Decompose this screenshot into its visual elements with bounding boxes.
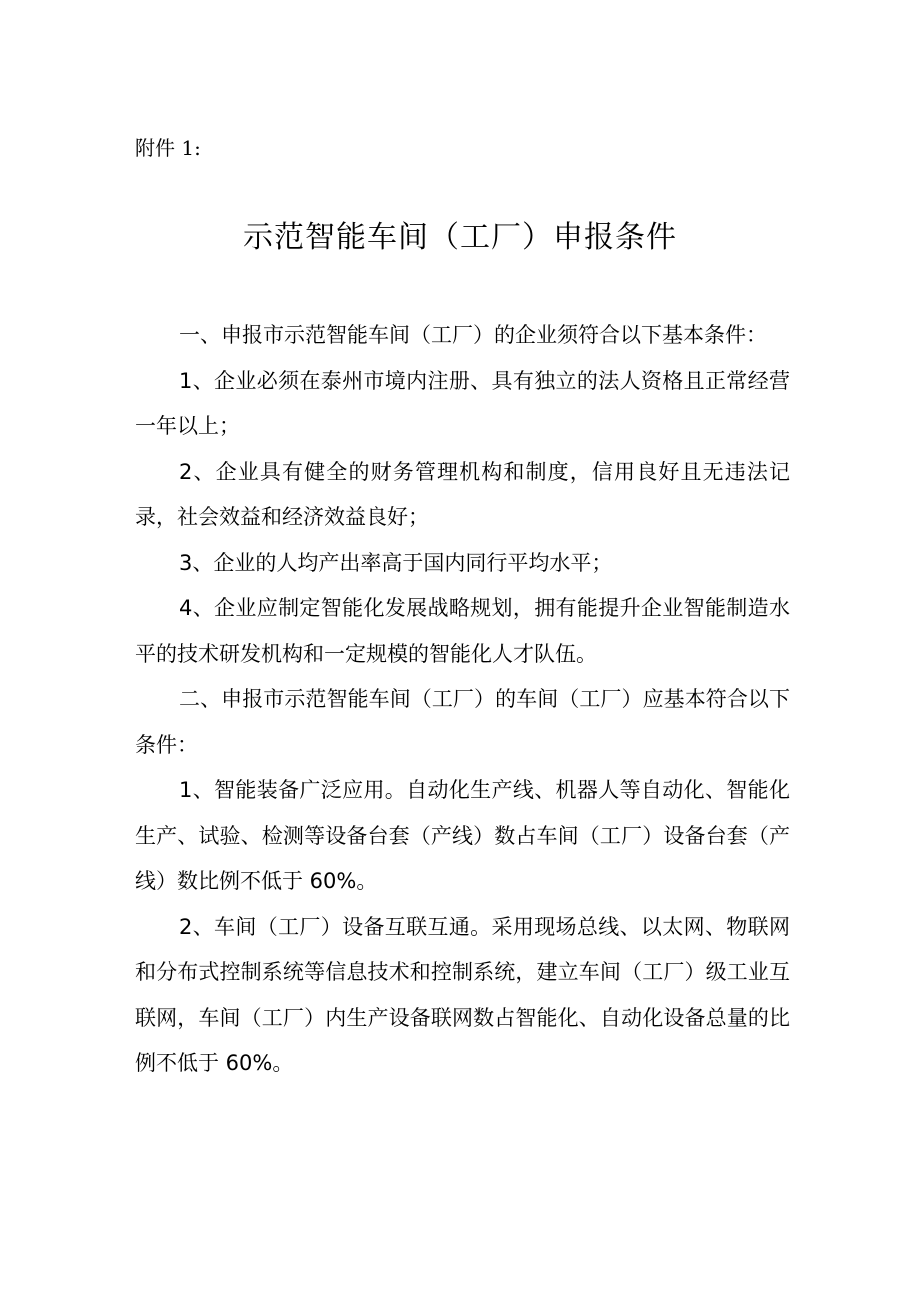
condition-item-1-3: 3、企业的人均产出率高于国内同行平均水平； <box>179 550 613 575</box>
document-title: 示范智能车间（工厂）申报条件 <box>243 220 677 255</box>
condition-item-2-2: 2、车间（工厂）设备互联互通。采用现场总线、以太网、物联网和分布式控制系统等信息技术和控制系统，建立车间（工厂）级工业互联网，车间（工厂）内生产设备联网数占智能化、自动化设备总量的比例不低于 60%。 <box>135 914 790 1075</box>
document-body <box>135 313 790 1087</box>
condition-item-1-4: 4、企业应制定智能化发展战略规划，拥有能提升企业智能制造水平的技术研发机构和一定规模的智能化人才队伍。 <box>135 596 790 666</box>
condition-item-2-1: 1、智能装备广泛应用。自动化生产线、机器人等自动化、智能化生产、试验、检测等设备台套（产线）数占车间（工厂）设备台套（产线）数比例不低于 60%。 <box>135 778 790 893</box>
condition-item-1-2: 2、企业具有健全的财务管理机构和制度，信用良好且无违法记录，社会效益和经济效益良好； <box>135 459 790 529</box>
attachment-label: 附件 1: <box>135 136 201 160</box>
section-heading-1: 一、申报市示范智能车间（工厂）的企业须符合以下基本条件： <box>179 323 767 347</box>
section-heading-2: 二、申报市示范智能车间（工厂）的车间（工厂）应基本符合以下条件： <box>135 687 790 757</box>
condition-item-1-1: 1、企业必须在泰州市境内注册、具有独立的法人资格且正常经营一年以上； <box>135 368 790 438</box>
